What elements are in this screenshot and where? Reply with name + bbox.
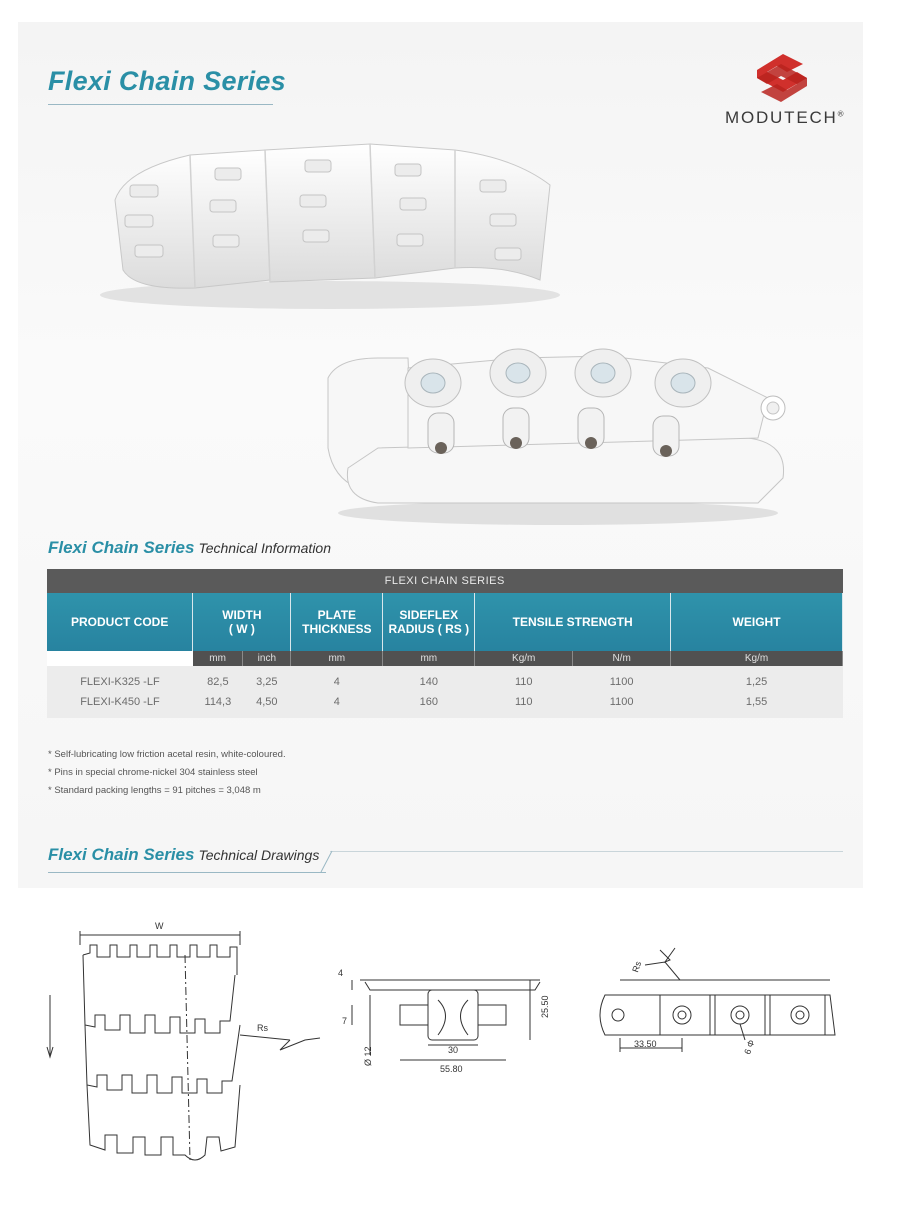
cell-width-mm: 82,5 <box>193 666 243 692</box>
unit-cell: mm <box>383 651 475 666</box>
rule-slash <box>318 850 334 874</box>
dim-4-label: 4 <box>338 968 344 978</box>
cell-tensile-kgm: 110 <box>475 692 573 718</box>
unit-cell: mm <box>193 651 243 666</box>
cell-width-mm: 114,3 <box>193 692 243 718</box>
dim-front-rs-label: Rs <box>630 959 644 974</box>
modutech-logo-mark-icon <box>753 52 811 104</box>
unit-spacer <box>47 651 193 666</box>
dim-rs-label: Rs <box>257 1023 268 1033</box>
technical-information-title-light: Technical Information <box>198 540 332 556</box>
note-item: * Pins in special chrome-nickel 304 stainless steel <box>48 767 258 778</box>
dim-2550-label: 25.50 <box>540 995 550 1018</box>
header-product-code: PRODUCT CODE <box>47 593 193 651</box>
cell-width-inch: 4,50 <box>243 692 291 718</box>
title-underline <box>48 104 273 105</box>
header-sideflex-radius: SIDEFLEX RADIUS ( RS ) <box>383 593 475 651</box>
brand-name: MODUTECH® <box>725 108 846 127</box>
dim-7-label: 7 <box>342 1016 348 1026</box>
dim-5580-label: 55.80 <box>440 1064 463 1074</box>
unit-cell: inch <box>243 651 291 666</box>
page-title: Flexi Chain Series <box>48 66 286 96</box>
technical-information-title-strong: Flexi Chain Series <box>48 538 195 557</box>
cell-tensile-kgm: 110 <box>475 666 573 692</box>
cell-width-inch: 3,25 <box>243 666 291 692</box>
cell-weight: 1,55 <box>671 692 843 718</box>
note-item: * Self-lubricating low friction acetal resin, white-coloured. <box>48 749 286 760</box>
notes-list <box>48 746 286 800</box>
chain-underside-photo <box>318 328 798 528</box>
unit-cell: Kg/m <box>475 651 573 666</box>
top-view-drawing <box>35 915 325 1175</box>
unit-cell: mm <box>291 651 383 666</box>
table-row <box>47 692 843 718</box>
dim-d6-label: 6 Φ <box>742 1038 757 1056</box>
cell-tensile-nm: 1100 <box>573 692 671 718</box>
cell-plate-thickness: 4 <box>291 666 383 692</box>
technical-drawings-title <box>48 845 319 865</box>
chain-plates-photo <box>95 130 565 315</box>
cell-plate-thickness: 4 <box>291 692 383 718</box>
header-width: WIDTH ( W ) <box>193 593 291 651</box>
technical-information-title <box>48 538 331 558</box>
cell-tensile-nm: 1100 <box>573 666 671 692</box>
header-weight: WEIGHT <box>671 593 843 651</box>
drawings-underline <box>48 872 326 873</box>
cell-weight: 1,25 <box>671 666 843 692</box>
note-item: * Standard packing lengths = 91 pitches = 3,048 m <box>48 785 261 796</box>
dim-w-label: W <box>155 921 164 931</box>
technical-drawings-title-strong: Flexi Chain Series <box>48 845 195 864</box>
cell-product-code: FLEXI-K450 -LF <box>47 692 193 718</box>
header-plate-thickness: PLATE THICKNESS <box>291 593 383 651</box>
header-tensile-strength: TENSILE STRENGTH <box>475 593 671 651</box>
unit-cell: N/m <box>573 651 671 666</box>
front-view-drawing <box>590 940 840 1070</box>
side-view-drawing <box>330 960 560 1080</box>
cell-sideflex-radius: 160 <box>383 692 475 718</box>
technical-drawings-title-light: Technical Drawings <box>198 847 320 863</box>
cell-product-code: FLEXI-K325 -LF <box>47 666 193 692</box>
drawings-rule-extension <box>330 851 843 852</box>
dim-d12-label: Ø 12 <box>363 1046 373 1066</box>
cell-sideflex-radius: 140 <box>383 666 475 692</box>
table-row <box>47 666 843 692</box>
unit-cell: Kg/m <box>671 651 843 666</box>
table-band: FLEXI CHAIN SERIES <box>47 569 843 593</box>
modutech-logo <box>715 52 855 132</box>
specifications-table <box>47 569 843 718</box>
dim-3350-label: 33.50 <box>634 1039 657 1049</box>
dim-30-label: 30 <box>448 1045 459 1055</box>
